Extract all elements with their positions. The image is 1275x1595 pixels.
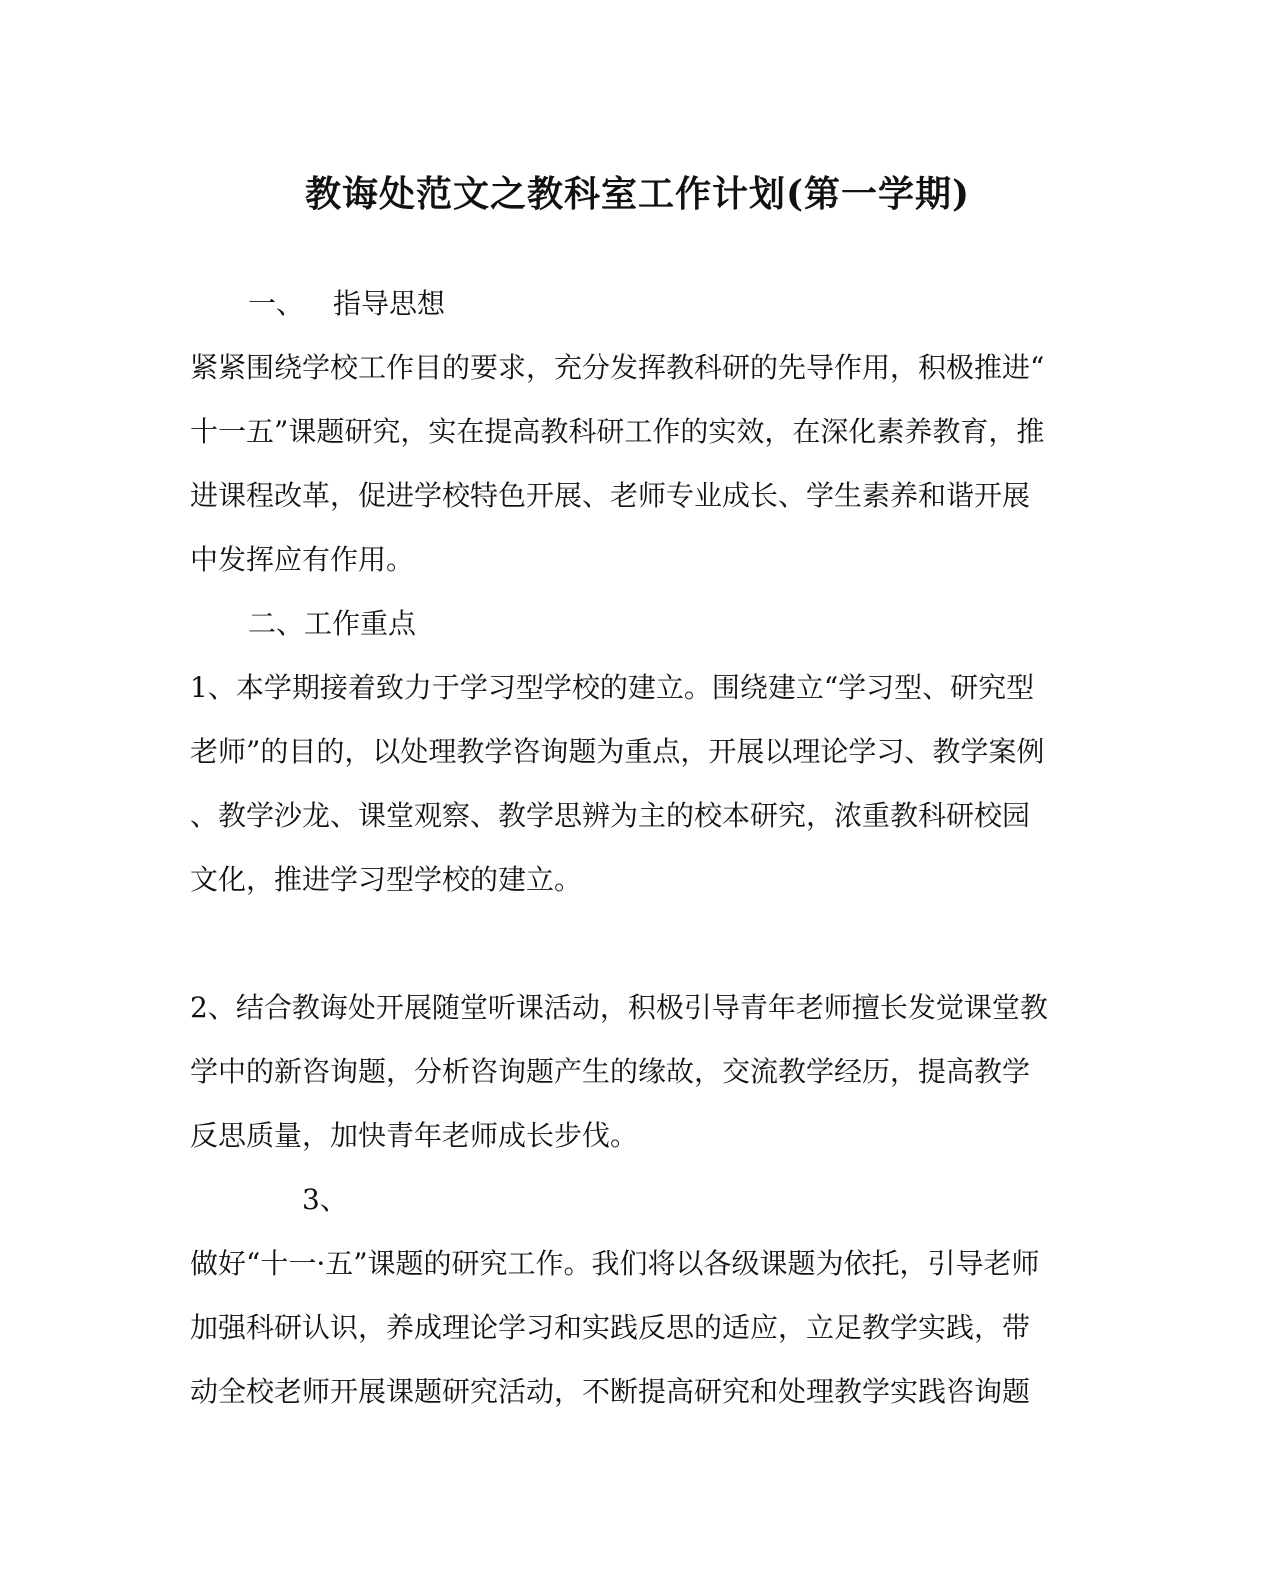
item1-paragraph bbox=[190, 656, 1075, 912]
paragraph-line: 做好“十一·五”课题的研究工作。我们将以各级课题为依托，引导老师 bbox=[190, 1247, 1040, 1280]
paragraph-line: 加强科研认识，养成理论学习和实践反思的适应，立足教学实践，带 bbox=[190, 1311, 1031, 1344]
section1-heading-text: 指导思想 bbox=[333, 287, 446, 320]
paragraph-line: 、教学沙龙、课堂观察、教学思辨为主的校本研究，浓重教科研校园 bbox=[190, 799, 1031, 832]
section2-heading-text: 二、工作重点 bbox=[248, 607, 417, 640]
paragraph-line: 十一五”课题研究，实在提高教科研工作的实效，在深化素养教育，推 bbox=[190, 415, 1045, 448]
item3-number: 3、 bbox=[302, 1183, 348, 1216]
section1-heading-number: 一、 bbox=[248, 287, 305, 320]
paragraph-line: 中发挥应有作用。 bbox=[190, 543, 415, 576]
document-title: 教诲处范文之教科室工作计划(第一学期) bbox=[304, 173, 971, 215]
paragraph-line: 文化，推进学习型学校的建立。 bbox=[190, 863, 583, 896]
section1-paragraph bbox=[190, 336, 1075, 592]
paragraph-line: 动全校老师开展课题研究活动，不断提高研究和处理教学实践咨询题 bbox=[190, 1375, 1031, 1408]
paragraph-line: 1、本学期接着致力于学习型学校的建立。围绕建立“学习型、研究型 bbox=[190, 671, 1035, 704]
paragraph-line: 反思质量，加快青年老师成长步伐。 bbox=[190, 1119, 639, 1152]
paragraph-line: 学中的新咨询题，分析咨询题产生的缘故，交流教学经历，提高教学 bbox=[190, 1055, 1031, 1088]
paragraph-line: 2、结合教诲处开展随堂听课活动，积极引导青年老师擅长发觉课堂教 bbox=[190, 991, 1048, 1024]
item2-paragraph bbox=[190, 976, 1075, 1168]
paragraph-line: 进课程改革，促进学校特色开展、老师专业成长、学生素养和谐开展 bbox=[190, 479, 1031, 512]
item3-paragraph bbox=[190, 1232, 1075, 1424]
paragraph-line: 老师”的目的，以处理教学咨询题为重点，开展以理论学习、教学案例 bbox=[190, 735, 1045, 768]
paragraph-line: 紧紧围绕学校工作目的要求，充分发挥教科研的先导作用，积极推进“ bbox=[190, 351, 1045, 384]
